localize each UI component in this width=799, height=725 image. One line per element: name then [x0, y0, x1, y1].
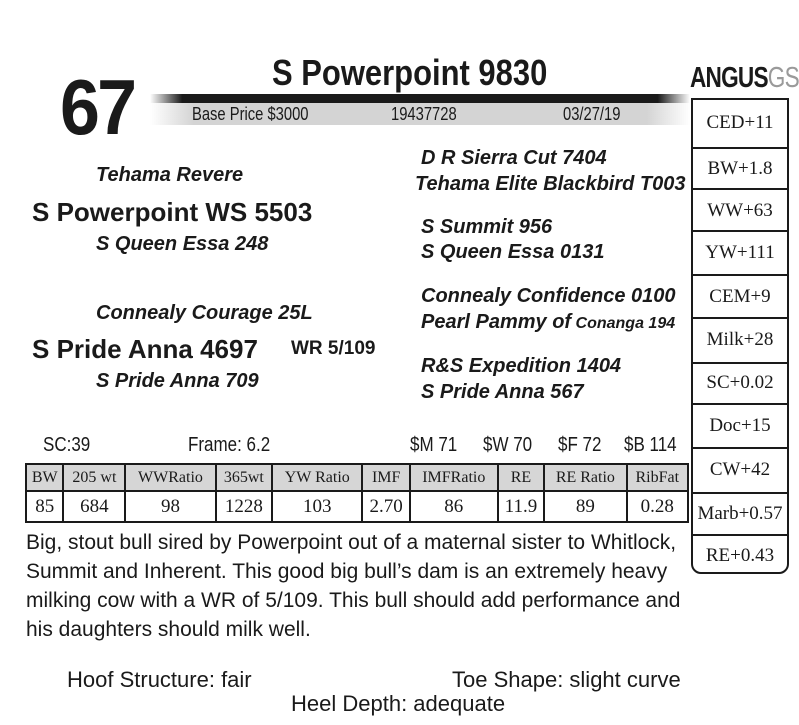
dam: S Pride Anna 4697 [32, 334, 258, 364]
dam-sire-dam [421, 311, 675, 334]
value-ywratio: 103 [272, 491, 362, 522]
header-ywratio: YW Ratio [272, 464, 362, 491]
animal-name: S Powerpoint 9830 [272, 52, 548, 93]
epd-bw: BW+1.8 [707, 158, 773, 179]
registration-number: 19437728 [391, 104, 457, 124]
dam-sire-dam-suffix: Conanga 194 [575, 315, 676, 332]
epd-ced: CED+11 [706, 112, 774, 133]
epd-sc: SC+0.02 [706, 372, 774, 393]
epd-divider [693, 230, 787, 232]
breed-logo [690, 62, 799, 95]
feedlot-index: $F 72 [558, 434, 602, 456]
header-re: RE [498, 464, 545, 491]
dam-weaning-ratio: WR 5/109 [291, 338, 376, 359]
description: Big, stout bull sired by Powerpoint out of a maternal sister to Whitlock, Summit and Inherent. This good big bull’s dam is an extremely heavy milking cow with a WR of 5/109. This bull should add performance and his daughters should milk well. [26, 531, 681, 641]
heel-depth: Heel Depth: adequate [291, 691, 506, 716]
value-imfratio: 86 [410, 491, 498, 522]
maternal-index: $M 71 [410, 434, 458, 456]
sire-dam-sire: S Summit 956 [421, 216, 553, 238]
header-imfratio: IMFRatio [410, 464, 498, 491]
value-365wt: 1228 [216, 491, 273, 522]
epd-divider [693, 492, 787, 494]
header-imf: IMF [362, 464, 409, 491]
breed-logo-main: ANGUS [690, 62, 768, 94]
weaned-calf-index: $W 70 [483, 434, 533, 456]
sire-sire: Tehama Revere [96, 164, 244, 186]
epd-doc: Doc+15 [709, 415, 771, 436]
epd-divider [693, 362, 787, 364]
header-bw: BW [26, 464, 63, 491]
epd-divider [693, 147, 787, 149]
performance-table [25, 463, 689, 523]
scrotal-measure: SC:39 [43, 434, 91, 456]
sire-sire-dam: Tehama Elite Blackbird T003 [415, 173, 686, 195]
toe-shape: Toe Shape: slight curve [452, 667, 681, 692]
epd-cem: CEM+9 [709, 286, 771, 307]
epd-marb: Marb+0.57 [697, 503, 783, 524]
sire-sire-sire: D R Sierra Cut 7404 [421, 147, 607, 169]
performance-header-row [26, 464, 688, 491]
lot-number: 67 [60, 63, 135, 151]
epd-divider [693, 447, 787, 449]
dam-sire-sire: Connealy Confidence 0100 [421, 285, 676, 307]
epd-divider [693, 188, 787, 190]
dam-sire-dam-prefix: Pearl Pammy of [421, 311, 572, 333]
epd-yw: YW+111 [705, 242, 775, 263]
breed-logo-suffix: GS [767, 62, 799, 94]
value-ribfat: 0.28 [627, 491, 688, 522]
dam-dam-sire: R&S Expedition 1404 [421, 355, 622, 377]
title-rule [150, 94, 690, 103]
epd-divider [693, 534, 787, 536]
sire: S Powerpoint WS 5503 [32, 197, 313, 227]
epd-cw: CW+42 [709, 459, 771, 480]
epd-panel [691, 98, 789, 574]
value-205wt: 684 [63, 491, 125, 522]
sire-dam: S Queen Essa 248 [96, 233, 269, 255]
hoof-structure: Hoof Structure: fair [67, 667, 252, 692]
epd-ww: WW+63 [707, 200, 773, 221]
value-reratio: 89 [544, 491, 626, 522]
dam-sire: Connealy Courage 25L [96, 302, 313, 324]
header-365wt: 365wt [216, 464, 273, 491]
epd-divider [693, 274, 787, 276]
performance-value-row [26, 491, 688, 522]
dam-dam-dam: S Pride Anna 567 [421, 381, 584, 403]
base-price: Base Price $3000 [192, 104, 309, 124]
header-205wt: 205 wt [63, 464, 125, 491]
value-re: 11.9 [498, 491, 545, 522]
sire-dam-dam: S Queen Essa 0131 [421, 241, 605, 263]
dam-dam: S Pride Anna 709 [96, 370, 259, 392]
beef-index: $B 114 [624, 434, 677, 456]
epd-divider [693, 403, 787, 405]
value-imf: 2.70 [362, 491, 409, 522]
epd-divider [693, 317, 787, 319]
epd-milk: Milk+28 [706, 329, 774, 350]
header-ribfat: RibFat [627, 464, 688, 491]
value-bw: 85 [26, 491, 63, 522]
header-reratio: RE Ratio [544, 464, 626, 491]
header-wwratio: WWRatio [125, 464, 215, 491]
frame-score: Frame: 6.2 [188, 434, 271, 456]
epd-re: RE+0.43 [705, 545, 775, 566]
birth-date: 03/27/19 [563, 104, 621, 124]
value-wwratio: 98 [125, 491, 215, 522]
